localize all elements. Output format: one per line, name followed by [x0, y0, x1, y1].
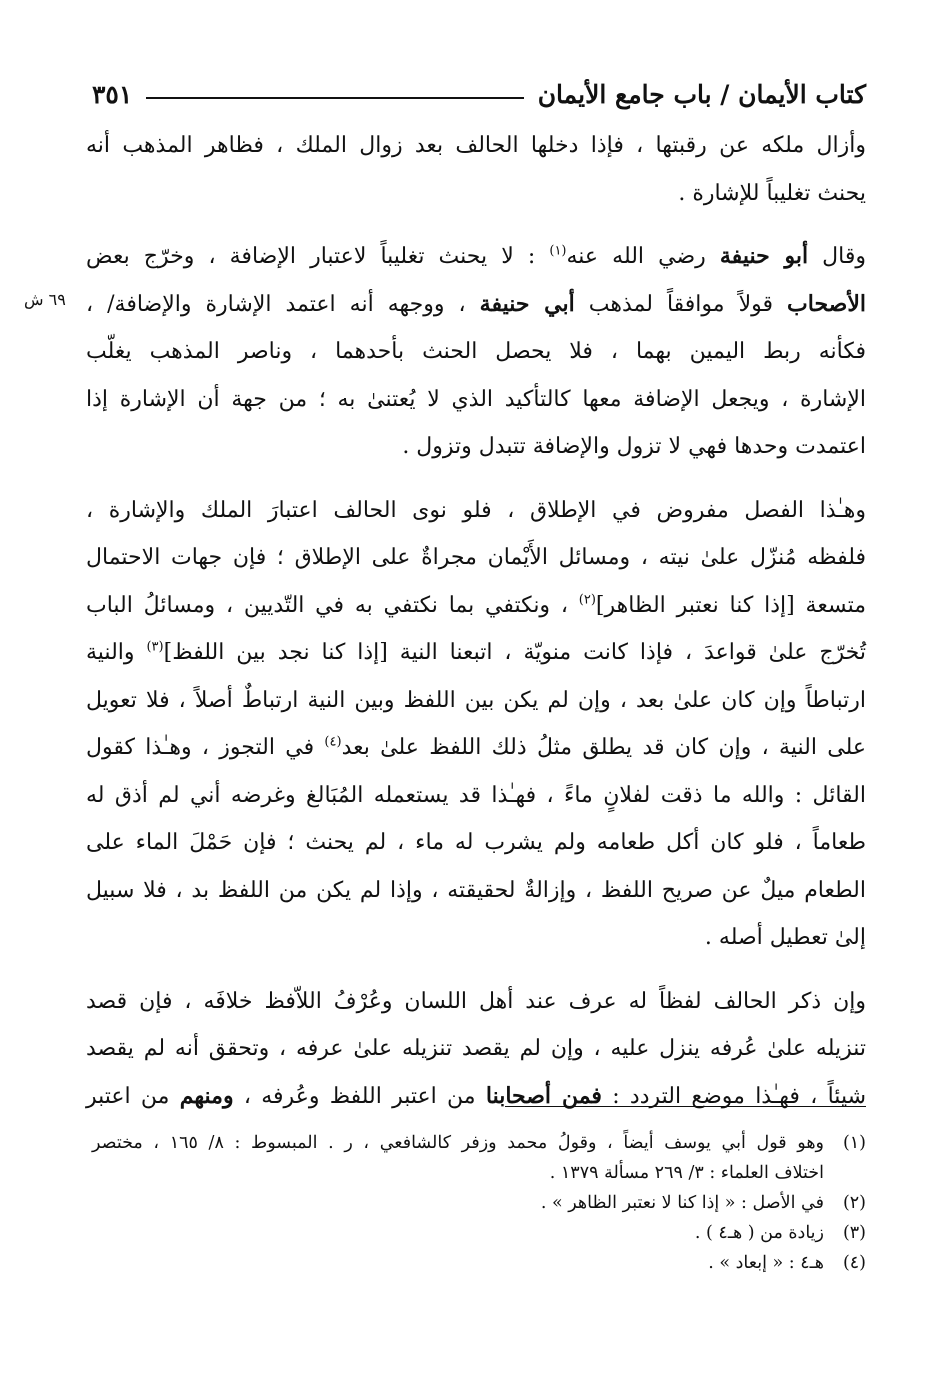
text-line: فلفظه مُنزّل علىٰ نيته ، ومسائل الأَيْمان مجراةٌ على الإطلاق ؛ فإن جهات الاحتمال: [86, 545, 866, 570]
text-line: زيادة من ( هـ٤ ) .: [694, 1223, 824, 1243]
footnote-number: (٤): [842, 1253, 866, 1273]
text-line: الطعام ميلٌ عن صريح اللفظ ، وإزالةٌ لحقيقته ، وإذا لم يكن من اللفظ بد ، فلا سبيل: [86, 877, 866, 903]
footnote-2: [92, 1188, 866, 1218]
text-run: ، ونكتفي بما نكتفي به في التّديين ، ومسائلُ الباب: [86, 592, 568, 618]
text-line: وإن ذكر الحالف لفظاً له عرف عند أهل اللسان وعُرْفُ اللاّفظ خلافَه ، فإن قصد: [86, 988, 866, 1014]
text-line: [86, 233, 866, 281]
footnote-number: (٣): [842, 1223, 866, 1243]
text-run: وقال: [822, 244, 866, 269]
text-run: قولاً موافقاً لمذهب: [588, 291, 774, 317]
text-run: والنية: [86, 640, 135, 665]
paragraph-2: [86, 233, 866, 471]
paragraph-3: [86, 487, 866, 962]
page-number: ٣٥١: [92, 79, 133, 109]
text-run: تُخرّج علىٰ قواعدَ ، فإذا كانت منويّة ، اتبعنا النية [إذا كنا نجد بين اللفظ]: [163, 640, 866, 665]
text-line: ارتباطاً وإن كان علىٰ بعد ، وإن لم يكن بين اللفظ وبين النية ارتباطٌ أصلاً ، فلا تعويل: [86, 687, 866, 713]
text-run: من اعتبر: [86, 1083, 170, 1109]
text-line: اختلاف العلماء : ٣/ ٢٦٩ مسألة ١٣٧٩ .: [549, 1163, 824, 1183]
footnote-number: (٢): [842, 1193, 866, 1213]
text-line: هـ٤ : « إبعاد » .: [708, 1253, 824, 1273]
text-line: في الأصل : « إذا كنا لا نعتبر الظاهر » .: [540, 1193, 824, 1213]
text-run: رضي الله عنه: [566, 244, 706, 269]
header-title: كتاب الأيمان / باب جامع الأيمان: [537, 79, 866, 109]
footnote-1: [92, 1128, 866, 1188]
text-line: فكأنه ربط اليمين بهما ، فلا يحصل الحنث بأحدهما ، وناصر المذهب يغلّب: [86, 339, 866, 364]
footnote-ref-1[interactable]: (١): [549, 243, 567, 259]
text-run: ، ووجهه أنه اعتمد الإشارة والإضافة/ ،: [86, 291, 466, 317]
running-header: [92, 74, 866, 114]
bold-term: الأصحاب: [787, 290, 867, 317]
footnote-4: [92, 1248, 866, 1278]
footnote-text: [92, 1128, 824, 1188]
footnote-number: (١): [842, 1133, 866, 1153]
footnote-text: [92, 1188, 824, 1218]
text-line: إلىٰ تعطيل أصله .: [704, 925, 866, 950]
text-run: شيئاً ، فهـٰذا موضع التردد :: [612, 1083, 867, 1109]
text-run: على النية ، وإن كان قد يطلق مثلُ ذلك اللفظ علىٰ بعد: [341, 735, 866, 760]
text-line: اعتمدت وحدها فهي لا تزول والإضافة تتبدل وتزول .: [402, 434, 866, 459]
bold-name: أبو حنيفة: [719, 243, 809, 269]
text-line: يحنث تغليباً للإشارة .: [678, 180, 866, 206]
margin-folio-note: ٦٩ ش: [24, 290, 66, 309]
text-line: وهو قول أبي يوسف أيضاً ، وقولُ محمد وزفر كالشافعي ، ر . المبسوط : ٨/ ١٦٥ ، مختصر: [92, 1133, 824, 1153]
main-text: [86, 122, 866, 1120]
text-line: [86, 724, 866, 772]
text-line: وهـٰذا الفصل مفروض في الإطلاق ، فلو نوى الحالف اعتبارَ الملك والإشارة ،: [86, 497, 866, 523]
footnotes: [92, 1128, 866, 1278]
text-run: في التجوز ، وهـٰذا كقول: [86, 735, 315, 760]
footnote-3: [92, 1218, 866, 1248]
text-line: [86, 281, 866, 329]
footnote-separator: [505, 1106, 866, 1107]
bold-name: أبي حنيفة: [479, 290, 575, 317]
header-rule: [146, 97, 523, 99]
paragraph-4: [86, 978, 866, 1121]
bold-term: فمن أصحابنا: [485, 1082, 602, 1109]
footnote-text: [92, 1248, 824, 1278]
text-run: : لا يحنث تغليباً لاعتبار الإضافة ، وخرّج بعض: [86, 244, 536, 269]
footnote-ref-2[interactable]: (٢): [578, 592, 596, 608]
paragraph-1: [86, 122, 866, 217]
footnote-text: [92, 1218, 824, 1248]
text-line: طعاماً ، فلو كان أكل طعامه ولم يشرب له ماء ، لم يحنث ؛ فإن حَمْلَ الماء على: [86, 830, 866, 855]
text-line: الإشارة ، ويجعل الإضافة معها كالتأكيد الذي لا يُعتنىٰ به ؛ من جهة أن الإشارة إذا: [86, 386, 866, 412]
text-line: القائل : والله ما ذقت لفلانٍ ماءً ، فهـٰذا قد يستعمله المُبَالغ وغرضه أني لم أذق له: [86, 782, 866, 808]
bold-term: ومنهم: [179, 1082, 234, 1109]
text-line: وأزال ملكه عن رقبتها ، فإذا دخلها الحالف بعد زوال الملك ، فظاهر المذهب أنه: [86, 133, 866, 158]
footnote-ref-3[interactable]: (٣): [146, 639, 164, 655]
text-run: متسعة [إذا كنا نعتبر الظاهر]: [595, 592, 867, 618]
text-line: [86, 582, 866, 630]
text-line: تنزيله علىٰ عُرفه ينزل عليه ، وإن لم يقصد تنزيله علىٰ عرفه ، وتحقق أنه لم يقصد: [86, 1036, 866, 1061]
text-line: [86, 629, 866, 677]
footnote-ref-4[interactable]: (٤): [324, 734, 342, 750]
text-run: من اعتبر اللفظ وعُرفه ،: [243, 1083, 476, 1109]
text-line: [86, 1073, 866, 1121]
